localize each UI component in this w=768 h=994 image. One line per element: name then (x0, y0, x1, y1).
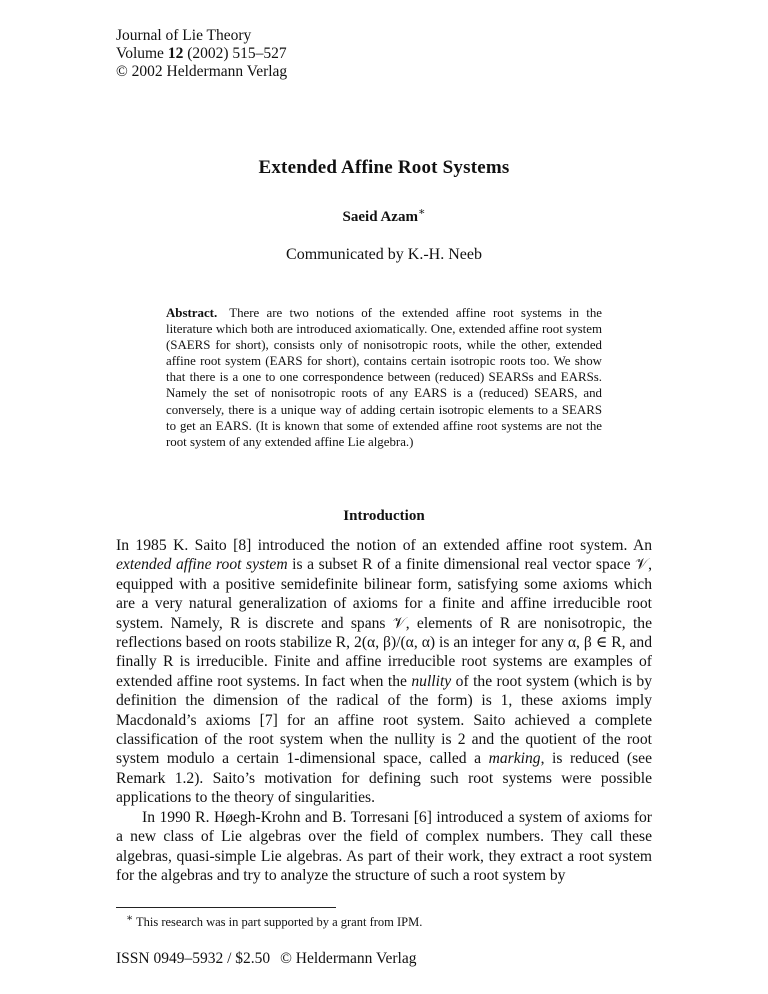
author-line (0, 205, 768, 226)
issn: ISSN 0949–5932 / $2.50 (116, 950, 271, 967)
journal-volume (116, 45, 287, 63)
footer-publisher: © Heldermann Verlag (280, 950, 417, 967)
p1-emphasis-3: marking (488, 750, 541, 768)
p1-text-3: of the root system (which is by definition the dimension of the radical of the form) is 1, these axioms imply Macdonald’s axioms [7] for an affine root system. Saito achieved a complete classification of the root system when the nullity is 2 and the quotient of the root system modulo a certain 1-dimensional space, called a (116, 672, 653, 768)
journal-header (116, 27, 287, 81)
paragraph-1 (116, 536, 652, 808)
p1-text-2: is a subset R of a finite dimensional real vector space 𝒱, equipped with a positive semidefinite bilinear form, satisfying some axioms which are a very natural generalization of axioms for a finite and affine irreducible root system. Namely, R is discrete and spans 𝒱, elements of R are nonisotropic, the reflections based on roots stabilize R, 2(α, β)/(α, α) is an integer for any α, β ∈ R, and finally R is irreducible. Finite and affine irreducible root systems are examples of extended affine root systems. In fact when the (116, 556, 652, 690)
abstract-text: There are two notions of the extended affine root systems in the literature which both are introduced axiomatically. One, extended affine root system (SAERS for short), consists only of nonisotropic roots, while the other, extended affine root system (EARS for short), contains certain isotropic roots too. We show that there is a one to one correspondence between (reduced) SEARSs and EARSs. Namely the set of nonisotropic roots of any EARS is a (reduced) SEARS, and conversely, there is a unique way of adding certain isotropic elements to a SEARS to get an EARS. (It is known that some of extended affine root systems are not the root system of any extended affine Lie algebra.) (166, 306, 602, 449)
footnote-rule (116, 907, 336, 908)
author-name: Saeid Azam (342, 209, 418, 225)
p1-emphasis-1: extended affine root system (116, 556, 288, 574)
body-text (116, 536, 652, 885)
author-footnote-mark: ∗ (417, 206, 426, 218)
p1-emphasis-2: nullity (411, 672, 452, 690)
footnote-text: This research was in part supported by a grant from IPM. (133, 915, 423, 930)
abstract (166, 305, 602, 450)
footnote (126, 912, 422, 930)
journal-name: Journal of Lie Theory (116, 27, 252, 44)
p1-text-4: , is reduced (see Remark 1.2). Saito’s motivation for defining such root systems were possible applications to the theory of singularities. (116, 750, 652, 807)
journal-copyright: © 2002 Heldermann Verlag (116, 63, 288, 80)
abstract-label: Abstract. (166, 306, 218, 320)
paragraph-2: In 1990 R. Høegh-Krohn and B. Torresani [6] introduced a system of axioms for a new class of Lie algebras over the field of complex numbers. They call these algebras, quasi-simple Lie algebras. As part of their work, they extract a root system for the algebras and try to analyze the structure of such a root system by (116, 808, 652, 884)
p1-text-1: In 1985 K. Saito [8] introduced the notion of an extended affine root system. An (116, 537, 652, 554)
volume-suffix: (2002) 515–527 (183, 45, 287, 62)
footnote-mark: ∗ (126, 913, 134, 924)
volume-prefix: Volume (116, 45, 168, 62)
communicated-by: Communicated by K.-H. Neeb (286, 246, 482, 263)
page-footer (116, 950, 416, 968)
volume-number: 12 (167, 45, 184, 62)
section-heading-introduction: Introduction (343, 508, 425, 524)
paper-title: Extended Affine Root Systems (258, 157, 510, 178)
